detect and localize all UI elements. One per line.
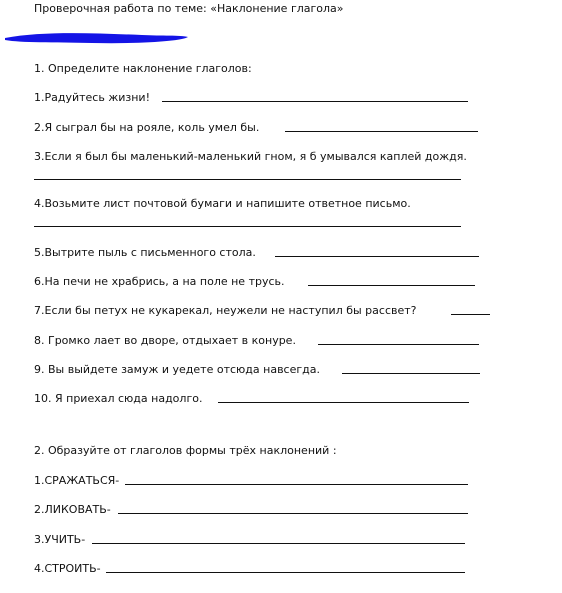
section1-item-9: 9. Вы выйдете замуж и уедете отсюда навсегда. [34,363,320,376]
answer-line-6[interactable] [308,285,475,286]
section2-item-2: 2.ЛИКОВАТЬ- [34,503,111,516]
answer-line-7[interactable] [451,314,490,315]
form-line-2[interactable] [118,513,468,514]
section1-item-5: 5.Вытрите пыль с письменного стола. [34,246,256,259]
section2-heading: 2. Образуйте от глаголов формы трёх наклонений : [34,444,337,457]
redacted-name-scribble [2,29,192,47]
section2-item-3: 3.УЧИТЬ- [34,533,86,546]
section1-item-8: 8. Громко лает во дворе, отдыхает в конуре. [34,334,296,347]
section1-heading: 1. Определите наклонение глаголов: [34,62,252,75]
form-line-4[interactable] [106,572,465,573]
section1-item-4: 4.Возьмите лист почтовой бумаги и напишите ответное письмо. [34,197,411,210]
section1-item-10: 10. Я приехал сюда надолго. [34,392,203,405]
answer-line-8[interactable] [318,344,479,345]
answer-line-3[interactable] [34,179,461,180]
worksheet-title: Проверочная работа по теме: «Наклонение глагола» [34,2,344,15]
answer-line-9[interactable] [342,373,480,374]
answer-line-1[interactable] [162,101,468,102]
section1-item-2: 2.Я сыграл бы на рояле, коль умел бы. [34,121,260,134]
answer-line-5[interactable] [275,256,479,257]
answer-line-4[interactable] [34,226,461,227]
answer-line-10[interactable] [218,402,469,403]
section1-item-3: 3.Если я был бы маленький-маленький гном, я б умывался каплей дождя. [34,150,467,163]
answer-line-2[interactable] [285,131,478,132]
section2-item-4: 4.СТРОИТЬ- [34,562,101,575]
section1-item-7: 7.Если бы петух не кукарекал, неужели не наступил бы рассвет? [34,304,417,317]
section2-item-1: 1.СРАЖАТЬСЯ- [34,474,120,487]
section1-item-1: 1.Радуйтесь жизни! [34,91,150,104]
section1-item-6: 6.На печи не храбрись, а на поле не трусь. [34,275,285,288]
form-line-1[interactable] [125,484,468,485]
form-line-3[interactable] [92,543,465,544]
